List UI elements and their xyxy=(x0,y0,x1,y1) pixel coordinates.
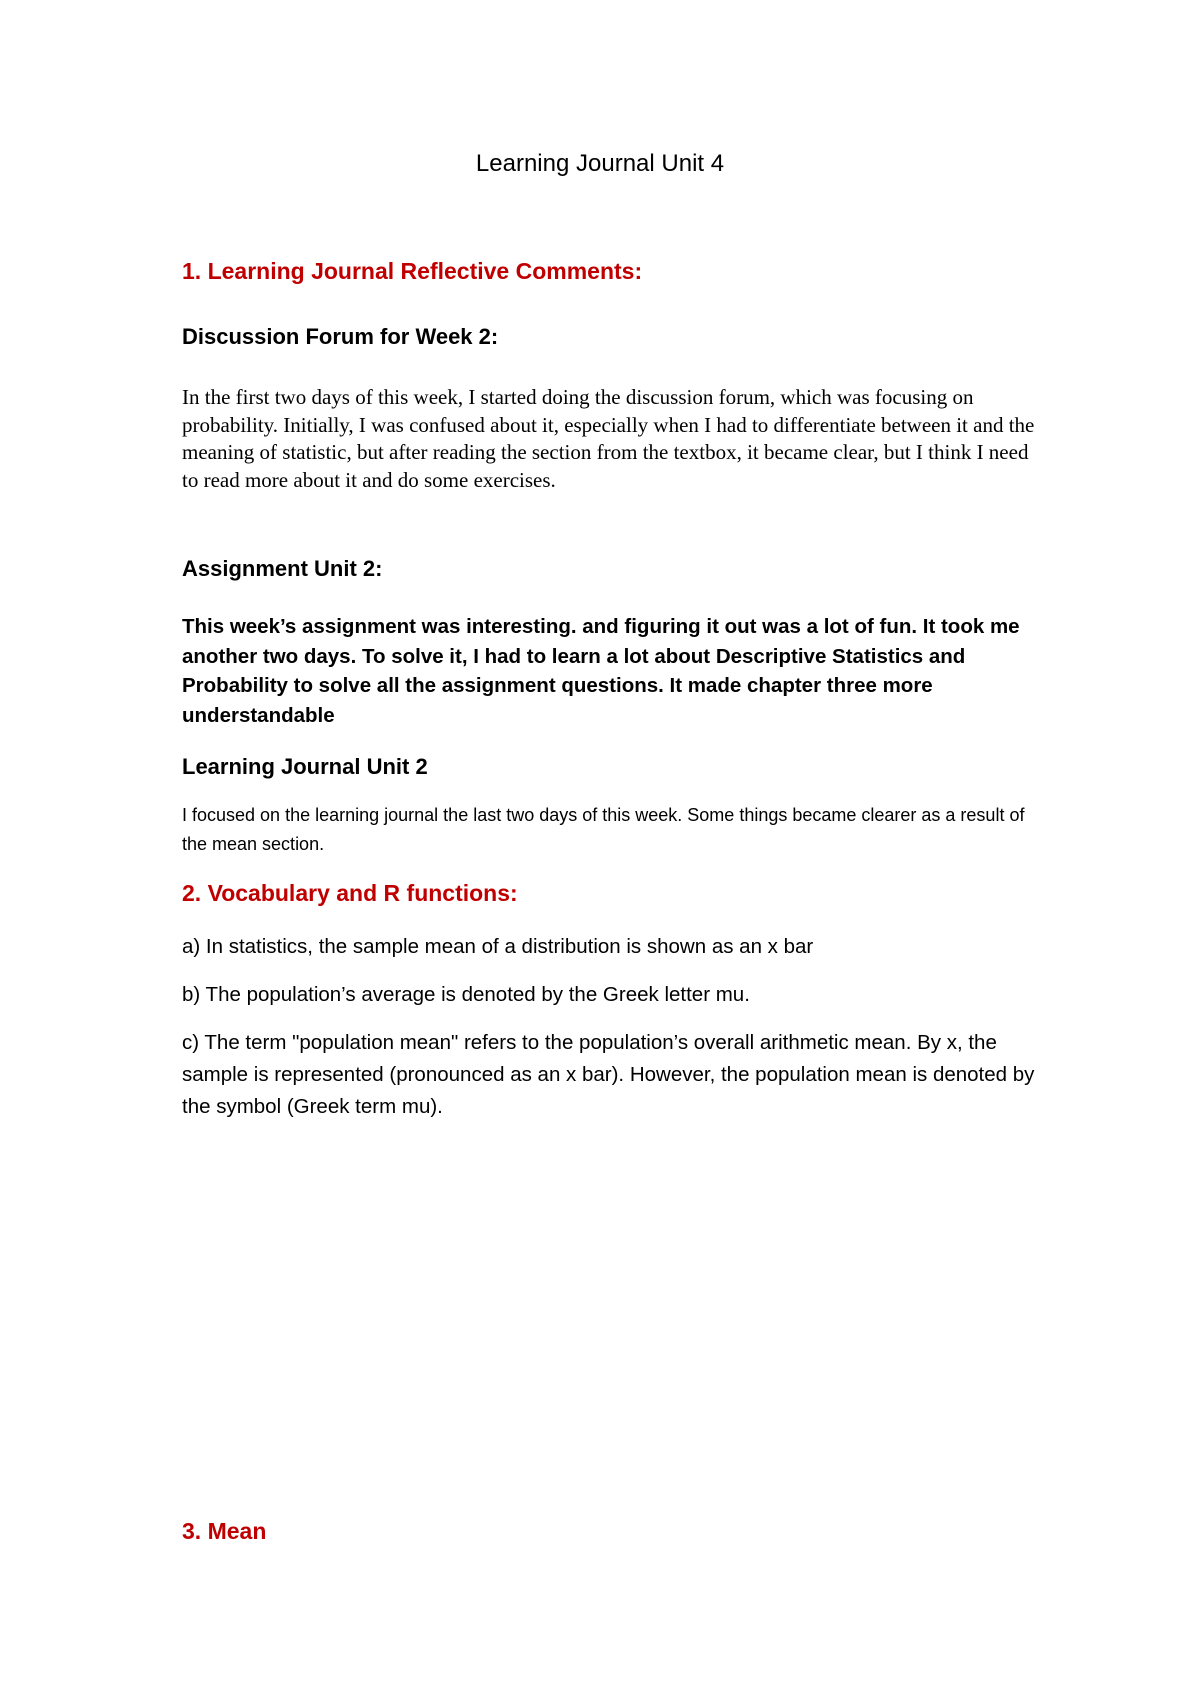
discussion-forum-paragraph: In the first two days of this week, I started doing the discussion forum, which was focusing on probability. Initially, I was confused about it, especially when I had to differentiate between it and the meaning of statistic, but after reading the section from the textbox, it became clear, but I think I need to read more about it and do some exercises. xyxy=(182,385,1035,492)
learning-journal-paragraph: I focused on the learning journal the last two days of this week. Some things became clearer as a result of the mean section. xyxy=(182,805,1025,854)
vocabulary-item-c: c) The term "population mean" refers to the population’s overall arithmetic mean. By x, the sample is represented (pronounced as an x bar). However, the population mean is denoted by the symbol (Greek term mu). xyxy=(182,1031,1035,1118)
document-title: Learning Journal Unit 4 xyxy=(475,150,725,177)
subheading-learning-journal: Learning Journal Unit 2 xyxy=(182,754,428,779)
assignment-paragraph: This week’s assignment was interesting. and figuring it out was a lot of fun. It took me another two days. To solve it, I had to learn a lot about Descriptive Statistics and Probability to solve all the assignment questions. It made chapter three more understandable xyxy=(182,615,1020,727)
section-heading-reflective-comments: 1. Learning Journal Reflective Comments: xyxy=(182,258,643,284)
vocabulary-item-b: b) The population’s average is denoted by the Greek letter mu. xyxy=(182,983,750,1006)
vocabulary-item-a: a) In statistics, the sample mean of a distribution is shown as an x bar xyxy=(182,935,814,958)
subheading-assignment-unit: Assignment Unit 2: xyxy=(182,556,383,581)
subheading-discussion-forum: Discussion Forum for Week 2: xyxy=(182,324,499,349)
section-heading-mean: 3. Mean xyxy=(182,1518,267,1544)
section-heading-vocabulary: 2. Vocabulary and R functions: xyxy=(182,880,518,906)
